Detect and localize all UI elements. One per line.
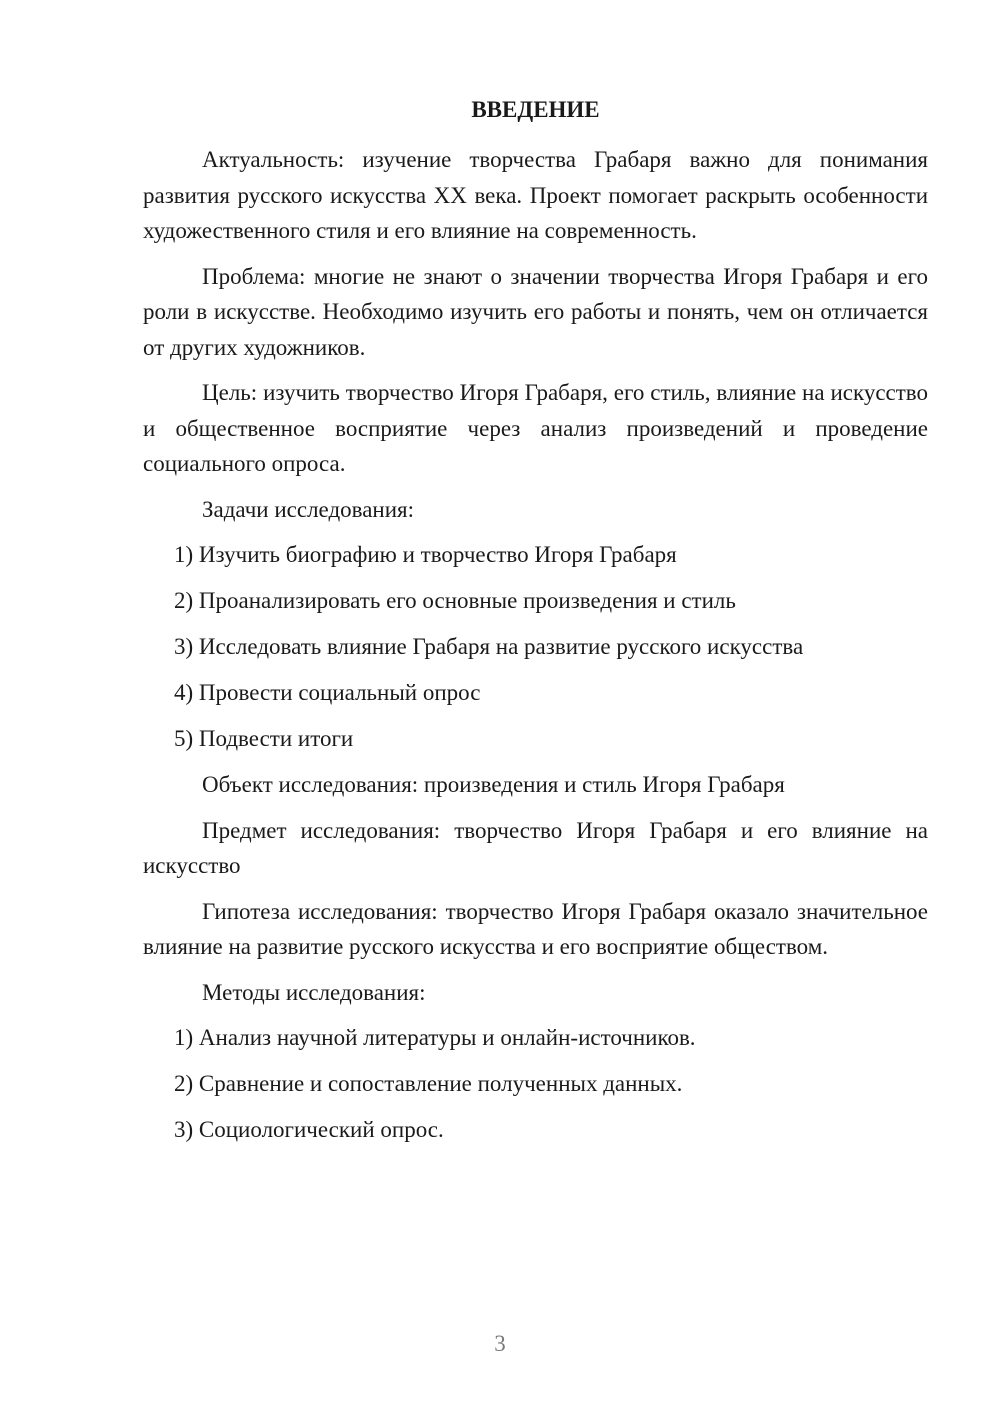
paragraph-object: Объект исследования: произведения и стиль Игоря Грабаря <box>202 772 785 797</box>
paragraph-hypothesis: Гипотеза исследования: творчество Игоря Грабаря оказало значительное влияние на развитие русского искусства и его восприятие обществом. <box>143 898 928 959</box>
list-item: 1) Анализ научной литературы и онлайн-источников. <box>174 1025 696 1050</box>
tasks-list <box>143 537 928 757</box>
methods-title: Методы исследования: <box>202 979 426 1005</box>
paragraph-problem: Проблема: многие не знают о значении творчества Игоря Грабаря и его роли в искусстве. Необходимо изучить его работы и понять, чем он отличается от других художников. <box>143 263 928 360</box>
list-item: 2) Проанализировать его основные произведения и стиль <box>174 588 736 613</box>
section-heading: ВВЕДЕНИЕ <box>471 97 600 122</box>
list-item: 1) Изучить биографию и творчество Игоря Грабаря <box>174 542 677 567</box>
paragraph-goal: Цель: изучить творчество Игоря Грабаря, его стиль, влияние на искусство и общественное восприятие через анализ произведений и проведение социального опроса. <box>143 380 928 476</box>
methods-list <box>143 1020 928 1148</box>
tasks-title: Задачи исследования: <box>202 496 415 522</box>
list-item: 4) Провести социальный опрос <box>174 680 481 705</box>
paragraph-relevance: Актуальность: изучение творчества Грабаря важно для понимания развития русского искусства XX века. Проект помогает раскрыть особенности художественного стиля и его влияние на современность. <box>143 147 928 243</box>
list-item: 3) Социологический опрос. <box>174 1117 444 1142</box>
page-content <box>143 92 928 1158</box>
list-item: 5) Подвести итоги <box>174 726 354 751</box>
paragraph-subject: Предмет исследования: творчество Игоря Грабаря и его влияние на искусство <box>143 817 928 878</box>
list-item: 2) Сравнение и сопоставление полученных данных. <box>174 1071 683 1096</box>
page-number: 3 <box>494 1331 506 1356</box>
list-item: 3) Исследовать влияние Грабаря на развитие русского искусства <box>174 634 804 659</box>
